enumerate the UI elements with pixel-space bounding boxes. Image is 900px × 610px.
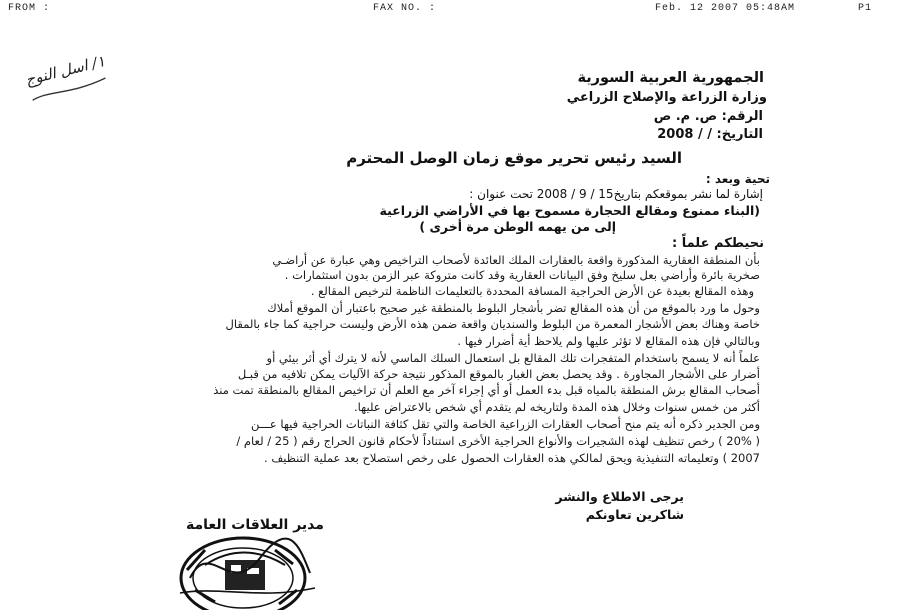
body-line: علماً أنه لا يسمح باستخدام المتفجرات تلك المقالع بل استعمال السلك الماسي لأنه لا يترك أي أثر بيئي أو [266, 351, 760, 365]
body-line: وهذه المقالع بعيدة عن الأرض الحراجية المسافة المحددة بالتعليمات الناظمة لترخيص المقالع . [310, 284, 754, 298]
addressee-line: السيد رئيس تحرير موقع زمان الوصل المحترم [346, 149, 682, 167]
greeting: تحية وبعد : [705, 172, 770, 186]
article-title-line-1: (البناء ممنوع ومقالع الحجارة مسموح بها في الأراضي الزراعية [379, 203, 760, 218]
body-line: وبالتالي فإن هذه المقالع لا تؤثر عليها ولم يلاحظ أية أضرار فيها . [457, 334, 760, 348]
body-line: ( 20% ) رخص تنظيف لهذه الشجيرات والأنواع الحراجية الأخرى استناداً لأحكام قانون الحراج رقم ( 25 / لعام / [236, 434, 760, 448]
signature-scribble-icon [170, 518, 320, 608]
ministry-heading: وزارة الزراعة والإصلاح الزراعي [566, 90, 767, 105]
closing-line-1: يرجى الاطلاع والنشر [555, 489, 684, 504]
body-line: أصحاب المقالع برش المنطقة بالمياه قبل بدء العمل أو أي إجراء آخر مع العلم أن تراخيص المقالع بالمنطقة تمت منذ [213, 383, 760, 397]
fax-from: FROM : [8, 3, 51, 14]
body-line: ومن الجدير ذكره أنه يتم منح أصحاب العقارات الزراعية الخاصة والتي تقل كثافة النباتات الحراجية فيها عـــن [251, 417, 760, 431]
handwritten-note: ١/ اسل النوج [23, 53, 104, 100]
letter-date: التاريخ: / / 2008 [657, 127, 763, 142]
fax-page: P1 [858, 3, 873, 14]
body-line: أضرار على الأشجار المجاورة . وقد يحصل بعض الغبار بالموقع المذكور نتيجة حركة الآليات يمكن تلافيه من قبـل [237, 367, 760, 381]
body-line: 2007 ) وتعليماته التنفيذية ويحق لمالكي هذه العقارات الحصول على رخص استصلاح بعد عملية التنظيف . [264, 451, 760, 465]
body-line: بأن المنطقة العقارية المذكورة واقعة بالعقارات الملك العائدة لأصحاب التراخيص وهي عبارة عن أراضـي [272, 253, 760, 267]
inform-heading: نحيطكم علماً : [671, 236, 764, 251]
fax-number-label: FAX NO. : [373, 3, 437, 14]
body-line: خاصة وهناك بعض الأشجار المعمرة من البلوط والسنديان واقعة ضمن هذه الأرض وليست حراجية كما جاء بالمقال [225, 317, 760, 331]
reference-number: الرقم: ص. م. ص [653, 109, 763, 124]
fax-datetime: Feb. 12 2007 05:48AM [655, 3, 796, 14]
republic-heading: الجمهورية العربية السورية [577, 70, 764, 86]
closing-line-2: شاكرين تعاونكم [585, 507, 684, 522]
signature-title: مدير العلاقات العامة [186, 517, 324, 533]
body-line: وحول ما ورد بالموقع من أن هذه المقالع تضر بأشجار البلوط بالمنطقة غير صحيح باعتبار أن الموقع أملاك [267, 301, 760, 315]
body-line: صخرية بائرة وأراضي بعل سليخ وفق البيانات العقارية وقد كانت متروكة عبر الزمن بدون استثمارات . [284, 268, 760, 282]
article-title-line-2: إلى من يهمه الوطن مرة أخرى ) [419, 219, 616, 234]
reference-line: إشارة لما نشر بموقعكم بتاريخ15 / 9 / 2008 تحت عنوان : [469, 187, 763, 201]
body-line: أكثر من خمس سنوات وخلال هذه المدة ولتاريخه لم يتقدم أي شخص بالاعتراض عليها. [354, 400, 760, 414]
